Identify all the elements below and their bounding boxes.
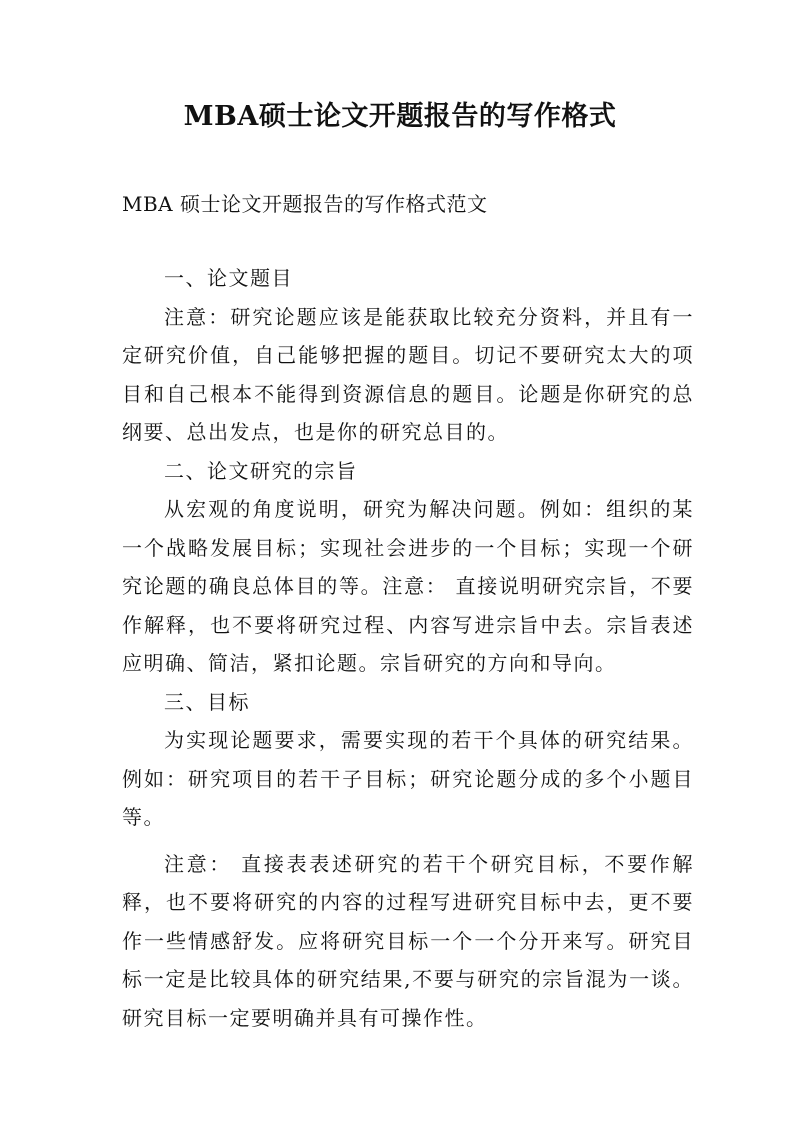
document-title: MBA硕士论文开题报告的写作格式 xyxy=(183,101,617,132)
section-heading-topic: 一、论文题目 xyxy=(164,266,293,290)
paragraph-goals-note: 注意： 直接表表述研究的若干个研究目标，不要作解释，也不要将研究的内容的过程写进研究目标中去，更不要作一些情感舒发。应将研究目标一个一个分开来写。研究目标一定是比较具体的研究结果,不要与研究的宗旨混为一谈。研究目标一定要明确并具有可操作性。 xyxy=(122,851,694,1030)
section-heading-purpose: 二、论文研究的宗旨 xyxy=(164,458,358,483)
document-body xyxy=(122,259,694,1037)
section-heading-goals: 三、目标 xyxy=(164,689,250,714)
document-subtitle: MBA 硕士论文开题报告的写作格式范文 xyxy=(122,192,488,216)
paragraph-topic-note: 注意：研究论题应该是能获取比较充分资料，并且有一定研究价值，自己能够把握的题目。切记不要研究太大的项目和自己根本不能得到资源信息的题目。论题是你研究的总纲要、总出发点，也是你的研究总目的。 xyxy=(122,304,694,444)
paragraph-goals: 为实现论题要求，需要实现的若干个具体的研究结果。例如：研究项目的若干子目标；研究论题分成的多个小题目等。 xyxy=(122,728,694,829)
paragraph-purpose: 从宏观的角度说明，研究为解决问题。例如：组织的某一个战略发展目标；实现社会进步的一个目标；实现一个研究论题的确良总体目的等。注意： 直接说明研究宗旨，不要作解释，也不要将研究过程、内容写进宗旨中去。宗旨表述应明确、简洁，紧扣论题。宗旨研究的方向和导向。 xyxy=(122,497,694,675)
